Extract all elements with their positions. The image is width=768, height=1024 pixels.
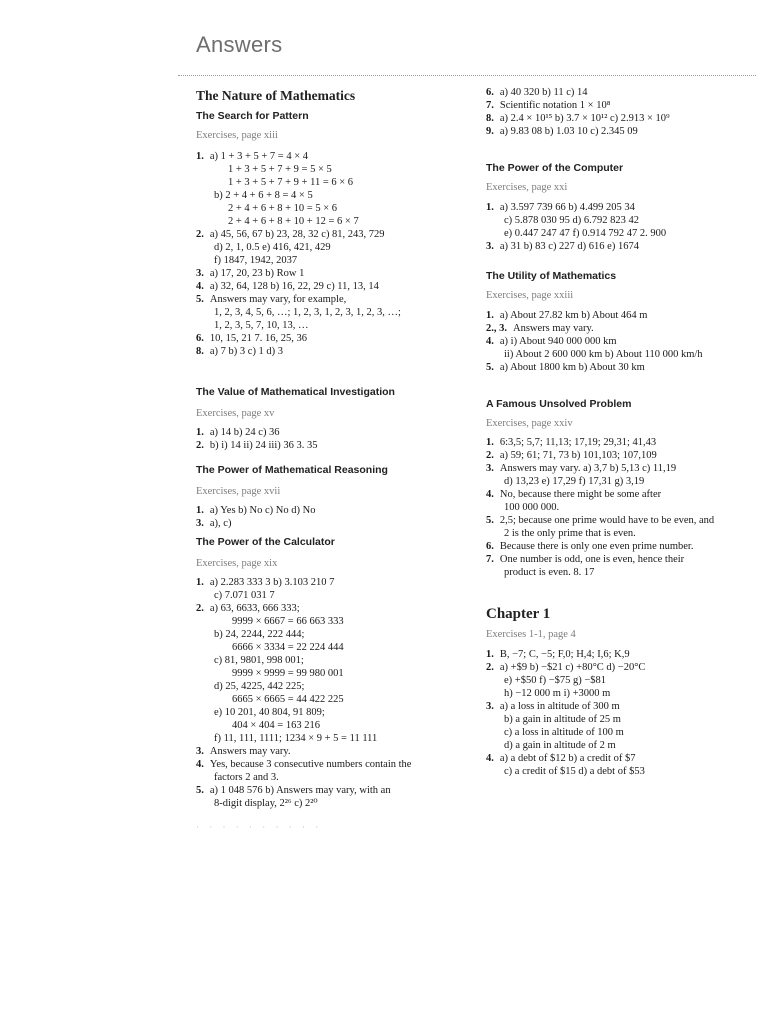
answer-number: 6. — [486, 541, 494, 552]
answer-text: a) +$9 b) −$21 c) +80°C d) −20°C — [499, 662, 646, 673]
answer-number: 1. — [486, 437, 494, 448]
answer-text: c) 81, 9801, 998 001; — [214, 655, 304, 666]
answer-text: 1 + 3 + 5 + 7 + 9 = 5 × 5 — [228, 164, 332, 175]
answer-line — [196, 319, 401, 332]
answer-line — [486, 335, 703, 348]
answer-number: 2., 3. — [486, 323, 507, 334]
answer-line — [486, 687, 645, 700]
answer-line — [196, 602, 411, 615]
answer-text: f) 1847, 1942, 2037 — [214, 255, 298, 266]
answer-line — [486, 322, 703, 335]
answer-number: 5. — [486, 362, 494, 373]
answer-line — [486, 713, 645, 726]
answer-text: factors 2 and 3. — [214, 772, 279, 783]
answer-text: b) 24, 2244, 222 444; — [214, 629, 305, 640]
answer-line — [486, 514, 714, 527]
section-heading: The Power of the Calculator — [196, 536, 335, 548]
header-divider — [178, 75, 756, 76]
answer-text: Yes, because 3 consecutive numbers contain the — [209, 759, 412, 770]
answer-text: a) 17, 20, 23 b) Row 1 — [209, 268, 305, 279]
answer-line — [196, 189, 401, 202]
answer-line — [486, 566, 714, 579]
answer-number: 7. — [486, 100, 494, 111]
answer-list — [486, 309, 703, 374]
section-heading: The Search for Pattern — [196, 110, 309, 122]
answer-number: 6. — [196, 333, 204, 344]
answer-line — [486, 540, 714, 553]
answer-line — [196, 745, 411, 758]
answer-number: 1. — [196, 577, 204, 588]
answer-text: 1, 2, 3, 5, 7, 10, 13, … — [214, 320, 309, 331]
answer-text: b) 2 + 4 + 6 + 8 = 4 × 5 — [214, 190, 313, 201]
answer-line — [486, 488, 714, 501]
answer-text: 2 + 4 + 6 + 8 + 10 + 12 = 6 × 7 — [228, 216, 359, 227]
answer-line — [196, 439, 318, 452]
answer-text: b) i) 14 ii) 24 iii) 36 3. 35 — [209, 440, 318, 451]
chapter-heading: Chapter 1 — [486, 606, 551, 622]
answer-line — [486, 553, 714, 566]
answer-number: 2. — [486, 662, 494, 673]
answer-number: 4. — [486, 489, 494, 500]
answer-line — [486, 99, 670, 112]
answer-text: Answers may vary. — [209, 746, 291, 757]
exercise-page-label: Exercises, page xiii — [196, 130, 278, 141]
answer-line — [486, 648, 645, 661]
answer-text: a) 1 048 576 b) Answers may vary, with an — [209, 785, 391, 796]
answer-text: Scientific notation 1 × 10⁸ — [499, 100, 611, 111]
answer-number: 2. — [486, 450, 494, 461]
answer-list — [486, 86, 670, 138]
answer-line — [196, 628, 411, 641]
answer-line — [196, 517, 315, 530]
answer-text: a) 2.4 × 10¹⁵ b) 3.7 × 10¹² c) 2.913 × 10⁹ — [499, 113, 670, 124]
answer-line — [486, 86, 670, 99]
answer-number: 3. — [196, 268, 204, 279]
answer-line — [486, 700, 645, 713]
answer-text: a) 40 320 b) 11 c) 14 — [499, 87, 588, 98]
answer-line — [196, 641, 411, 654]
answer-text: h) −12 000 m i) +3000 m — [504, 688, 611, 699]
answer-text: c) 7.071 031 7 — [214, 590, 275, 601]
answer-line — [196, 293, 401, 306]
answer-text: a) 9.83 08 b) 1.03 10 c) 2.345 09 — [499, 126, 638, 137]
answer-line — [486, 765, 645, 778]
answer-line — [196, 228, 401, 241]
answer-text: 6:3,5; 5,7; 11,13; 17,19; 29,31; 41,43 — [499, 437, 657, 448]
answer-text: d) a gain in altitude of 2 m — [504, 740, 616, 751]
answer-number: 3. — [486, 463, 494, 474]
answer-text: 10, 15, 21 7. 16, 25, 36 — [209, 333, 307, 344]
answer-text: e) 0.447 247 47 f) 0.914 792 47 2. 900 — [504, 228, 667, 239]
answer-number: 3. — [196, 746, 204, 757]
answer-text: a) About 27.82 km b) About 464 m — [499, 310, 648, 321]
answer-text: c) 5.878 030 95 d) 6.792 823 42 — [504, 215, 640, 226]
answer-number: 3. — [486, 241, 494, 252]
answer-text: Answers may vary. — [513, 323, 594, 334]
answer-number: 2. — [196, 229, 204, 240]
exercise-page-label: Exercises, page xxiv — [486, 418, 573, 429]
answer-text: a) About 1800 km b) About 30 km — [499, 362, 645, 373]
answer-line — [486, 436, 714, 449]
exercise-page-label: Exercises, page xvii — [196, 486, 281, 497]
answer-line — [486, 214, 666, 227]
answer-list — [486, 436, 714, 579]
answer-line — [486, 752, 645, 765]
answer-text: product is even. 8. 17 — [504, 567, 595, 578]
answer-text: c) a credit of $15 d) a debt of $53 — [504, 766, 645, 777]
answer-text: d) 2, 1, 0.5 e) 416, 421, 429 — [214, 242, 331, 253]
answer-number: 1. — [196, 505, 204, 516]
answer-line — [196, 771, 411, 784]
answer-line — [196, 426, 318, 439]
answer-line — [486, 739, 645, 752]
answer-line — [196, 241, 401, 254]
answer-text: 1, 2, 3, 4, 5, 6, …; 1, 2, 3, 1, 2, 3, 1, 2, 3, …; — [214, 307, 401, 318]
answer-text: 404 × 404 = 163 216 — [232, 720, 320, 731]
answer-line — [196, 254, 401, 267]
exercise-page-label: Exercises, page xxiii — [486, 290, 574, 301]
section-heading: The Utility of Mathematics — [486, 270, 617, 282]
answer-text: Because there is only one even prime number. — [499, 541, 694, 552]
answer-text: a) 32, 64, 128 b) 16, 22, 29 c) 11, 13, 14 — [209, 281, 379, 292]
answer-line — [196, 654, 411, 667]
answer-text: a) a loss in altitude of 300 m — [499, 701, 620, 712]
answer-list — [196, 504, 315, 530]
answer-line — [196, 784, 411, 797]
answer-text: a), c) — [209, 518, 232, 529]
answer-text: a) 1 + 3 + 5 + 7 = 4 × 4 — [209, 151, 309, 162]
answer-line — [486, 726, 645, 739]
answer-line — [196, 589, 411, 602]
answer-number: 1. — [196, 151, 204, 162]
answer-line — [486, 475, 714, 488]
answer-text: 2 + 4 + 6 + 8 + 10 = 5 × 6 — [228, 203, 338, 214]
answer-line — [486, 361, 703, 374]
answer-line — [196, 706, 411, 719]
section-heading: The Nature of Mathematics — [196, 88, 356, 103]
answer-number: 8. — [196, 346, 204, 357]
answer-line — [196, 667, 411, 680]
section-heading: A Famous Unsolved Problem — [486, 398, 632, 410]
answer-line — [486, 449, 714, 462]
answer-list — [196, 426, 318, 452]
answer-number: 1. — [486, 649, 494, 660]
answer-text: 6666 × 3334 = 22 224 444 — [232, 642, 344, 653]
answer-text: a) a debt of $12 b) a credit of $7 — [499, 753, 636, 764]
answer-line — [196, 306, 401, 319]
section-heading: The Power of the Computer — [486, 162, 624, 174]
answer-text: a) 45, 56, 67 b) 23, 28, 32 c) 81, 243, 729 — [209, 229, 385, 240]
answer-text: B, −7; C, −5; F,0; H,4; I,6; K,9 — [499, 649, 630, 660]
answer-line — [196, 215, 401, 228]
answer-list — [196, 150, 401, 358]
answer-number: 5. — [196, 785, 204, 796]
answer-list — [486, 648, 645, 778]
answer-line — [486, 527, 714, 540]
answer-line — [196, 797, 411, 810]
answer-text: One number is odd, one is even, hence their — [499, 554, 685, 565]
exercise-page-label: Exercises, page xix — [196, 558, 278, 569]
answer-line — [196, 176, 401, 189]
answer-number: 2. — [196, 440, 204, 451]
answer-number: 3. — [486, 701, 494, 712]
answer-text: e) 10 201, 40 804, 91 809; — [214, 707, 325, 718]
answer-text: a) 2.283 333 3 b) 3.103 210 7 — [209, 577, 335, 588]
answer-line — [196, 280, 401, 293]
answer-text: a) 59; 61; 71, 73 b) 101,103; 107,109 — [499, 450, 657, 461]
answer-number: 1. — [486, 310, 494, 321]
answer-line — [196, 693, 411, 706]
answer-line — [486, 240, 666, 253]
answer-line — [486, 462, 714, 475]
answer-text: 8-digit display, 2²⁶ c) 2²⁰ — [214, 798, 318, 809]
answer-number: 2. — [196, 603, 204, 614]
answer-line — [486, 112, 670, 125]
answer-text: 6665 × 6665 = 44 422 225 — [232, 694, 344, 705]
answer-text: a) i) About 940 000 000 km — [499, 336, 617, 347]
answer-number: 3. — [196, 518, 204, 529]
answer-number: 6. — [486, 87, 494, 98]
answer-text: b) a gain in altitude of 25 m — [504, 714, 621, 725]
answer-line — [486, 501, 714, 514]
answer-text: 2,5; because one prime would have to be even, and — [499, 515, 715, 526]
answer-text: a) 31 b) 83 c) 227 d) 616 e) 1674 — [499, 241, 639, 252]
answer-line — [196, 267, 401, 280]
exercise-page-label: Exercises, page xxi — [486, 182, 568, 193]
answer-text: a) 3.597 739 66 b) 4.499 205 34 — [499, 202, 635, 213]
answer-list — [196, 576, 411, 810]
answer-line — [196, 332, 401, 345]
answer-text: Answers may vary, for example, — [209, 294, 347, 305]
answer-text: 9999 × 6667 = 66 663 333 — [232, 616, 344, 627]
answer-number: 8. — [486, 113, 494, 124]
answer-line — [196, 758, 411, 771]
answer-list — [486, 201, 666, 253]
answer-text: ii) About 2 600 000 km b) About 110 000 km/h — [504, 349, 703, 360]
answer-line — [196, 680, 411, 693]
answer-text: a) 7 b) 3 c) 1 d) 3 — [209, 346, 284, 357]
answer-text: 1 + 3 + 5 + 7 + 9 + 11 = 6 × 6 — [228, 177, 354, 188]
answer-line — [486, 227, 666, 240]
answer-text: a) Yes b) No c) No d) No — [209, 505, 316, 516]
answer-number: 5. — [196, 294, 204, 305]
exercise-page-label: Exercises, page xv — [196, 408, 275, 419]
answer-line — [196, 732, 411, 745]
section-heading: The Value of Mathematical Investigation — [196, 386, 395, 398]
answer-number: 1. — [486, 202, 494, 213]
footer-marks: · · · · · · · · · · — [196, 822, 323, 832]
answer-text: d) 25, 4225, 442 225; — [214, 681, 305, 692]
answer-number: 4. — [196, 759, 204, 770]
answer-line — [486, 201, 666, 214]
section-heading: The Power of Mathematical Reasoning — [196, 464, 388, 476]
answer-line — [486, 661, 645, 674]
answer-line — [196, 615, 411, 628]
answer-text: e) +$50 f) −$75 g) −$81 — [504, 675, 607, 686]
answer-text: c) a loss in altitude of 100 m — [504, 727, 624, 738]
answer-line — [196, 163, 401, 176]
exercise-page-label: Exercises 1-1, page 4 — [486, 629, 576, 640]
answer-text: 100 000 000. — [504, 502, 560, 513]
answer-line — [486, 125, 670, 138]
answer-text: f) 11, 111, 1111; 1234 × 9 + 5 = 11 111 — [214, 733, 378, 744]
answer-line — [196, 150, 401, 163]
answer-text: a) 63, 6633, 666 333; — [209, 603, 300, 614]
page-title: Answers — [196, 32, 283, 57]
answer-line — [486, 309, 703, 322]
answer-text: a) 14 b) 24 c) 36 — [209, 427, 280, 438]
answer-number: 9. — [486, 126, 494, 137]
answer-text: No, because there might be some after — [499, 489, 662, 500]
answer-number: 1. — [196, 427, 204, 438]
answer-number: 4. — [196, 281, 204, 292]
answer-text: 2 is the only prime that is even. — [504, 528, 636, 539]
answer-text: Answers may vary. a) 3,7 b) 5,13 c) 11,19 — [499, 463, 677, 474]
answer-line — [196, 576, 411, 589]
answer-number: 5. — [486, 515, 494, 526]
answer-line — [486, 348, 703, 361]
answer-text: d) 13,23 e) 17,29 f) 17,31 g) 3,19 — [504, 476, 645, 487]
answer-number: 4. — [486, 753, 494, 764]
answer-line — [196, 719, 411, 732]
answer-line — [196, 202, 401, 215]
answer-text: 9999 × 9999 = 99 980 001 — [232, 668, 344, 679]
answer-line — [196, 345, 401, 358]
answer-line — [486, 674, 645, 687]
answer-number: 7. — [486, 554, 494, 565]
answer-number: 4. — [486, 336, 494, 347]
answer-line — [196, 504, 315, 517]
